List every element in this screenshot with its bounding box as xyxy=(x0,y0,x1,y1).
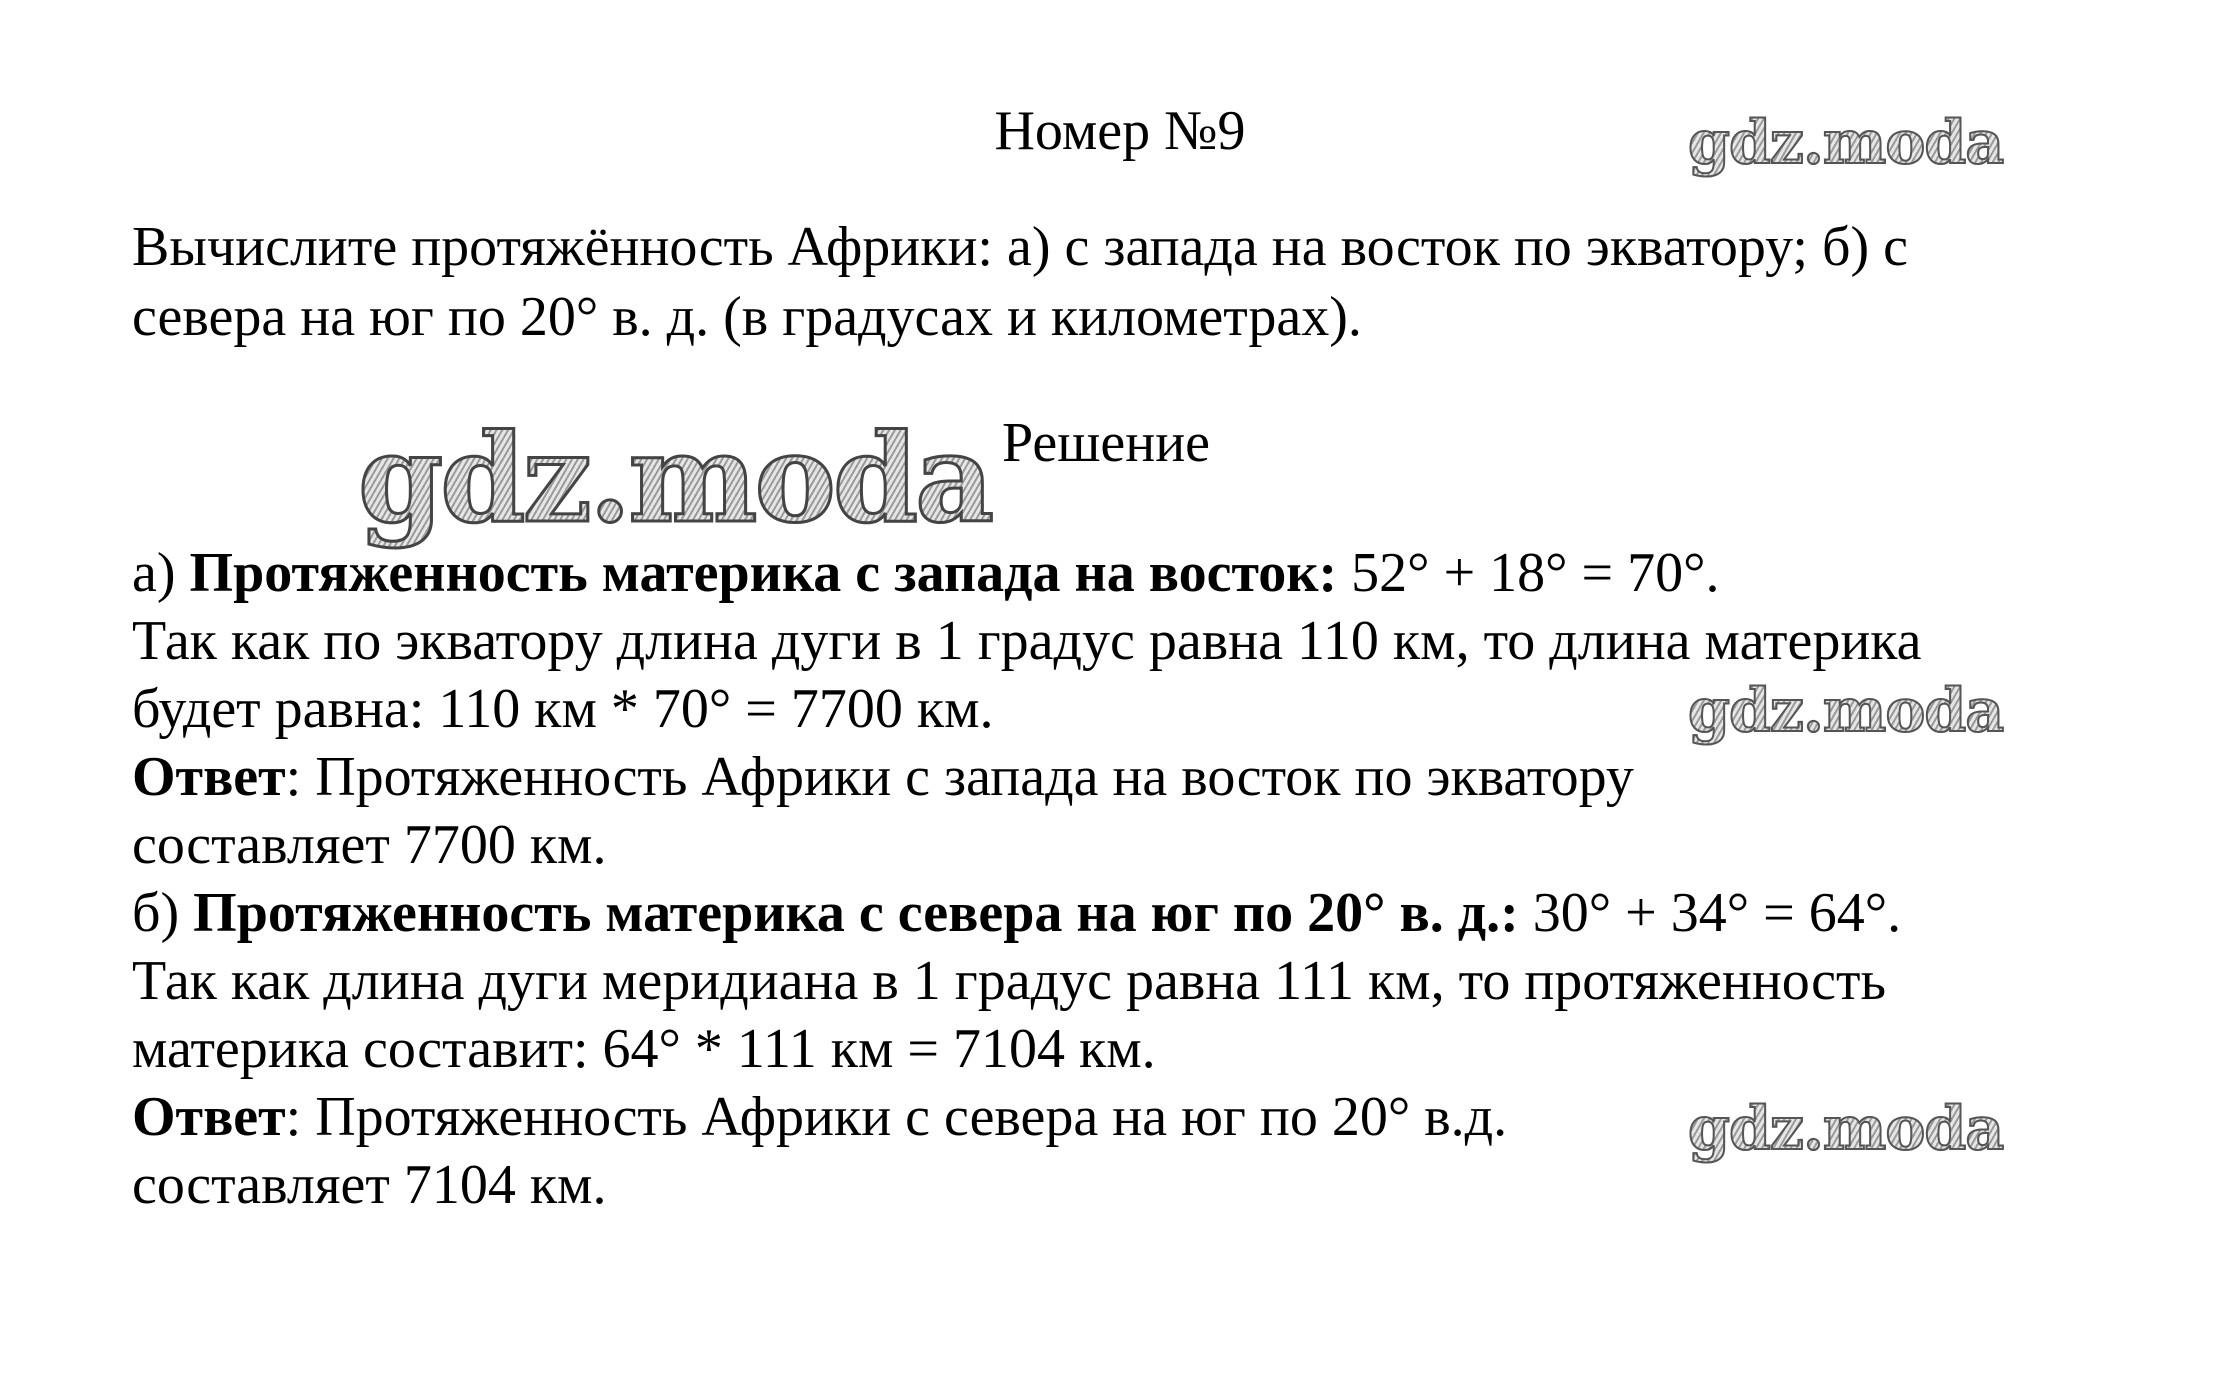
watermark-logo: gdz.moda xyxy=(1688,676,2004,746)
page-title: Номер №9 xyxy=(994,100,1246,162)
part-a-answer-text: : Протяженность Африки с запада на восток по экватору xyxy=(285,746,1634,808)
part-b-answer-line-2: составляет 7104 км. xyxy=(132,1154,607,1216)
task-text-line-1: Вычислите протяжённость Африки: а) с запада на восток по экватору; б) с xyxy=(132,216,1908,278)
part-a-line-2: Так как по экватору длина дуги в 1 градус равна 110 км, то длина материка xyxy=(132,610,1922,672)
part-a-heading xyxy=(132,540,1720,606)
watermark-logo: gdz.moda xyxy=(1688,1094,2004,1164)
task-text-line-2: севера на юг по 20° в. д. (в градусах и километрах). xyxy=(132,286,1362,348)
solution-heading: Решение xyxy=(1002,412,1211,474)
part-b-answer-text: : Протяженность Африки с севера на юг по 20° в.д. xyxy=(285,1086,1508,1148)
part-a-answer-label: Ответ xyxy=(132,746,286,808)
part-b-prefix: б) xyxy=(132,882,194,944)
part-a-answer-line-2: составляет 7700 км. xyxy=(132,814,607,876)
part-b-answer xyxy=(132,1084,1507,1150)
part-b-heading xyxy=(132,880,1901,946)
part-b-formula: 30° + 34° = 64°. xyxy=(1518,882,1902,944)
part-a-line-3: будет равна: 110 км * 70° = 7700 км. xyxy=(132,678,994,740)
part-b-line-3: материка составит: 64° * 111 км = 7104 км. xyxy=(132,1018,1156,1080)
part-b-answer-label: Ответ xyxy=(132,1086,286,1148)
part-b-bold-label: Протяженность материка с севера на юг по 20° в. д.: xyxy=(193,882,1519,944)
part-a-answer xyxy=(132,744,1634,810)
part-a-prefix: а) xyxy=(132,542,190,604)
watermark-logo: gdz.moda xyxy=(1688,108,2004,178)
part-a-bold-label: Протяженность материка с запада на восток: xyxy=(189,542,1338,604)
part-b-line-2: Так как длина дуги меридиана в 1 градус равна 111 км, то протяженность xyxy=(132,950,1887,1012)
watermark-logo: gdz.moda xyxy=(358,406,992,550)
part-a-formula: 52° + 18° = 70°. xyxy=(1337,542,1720,604)
